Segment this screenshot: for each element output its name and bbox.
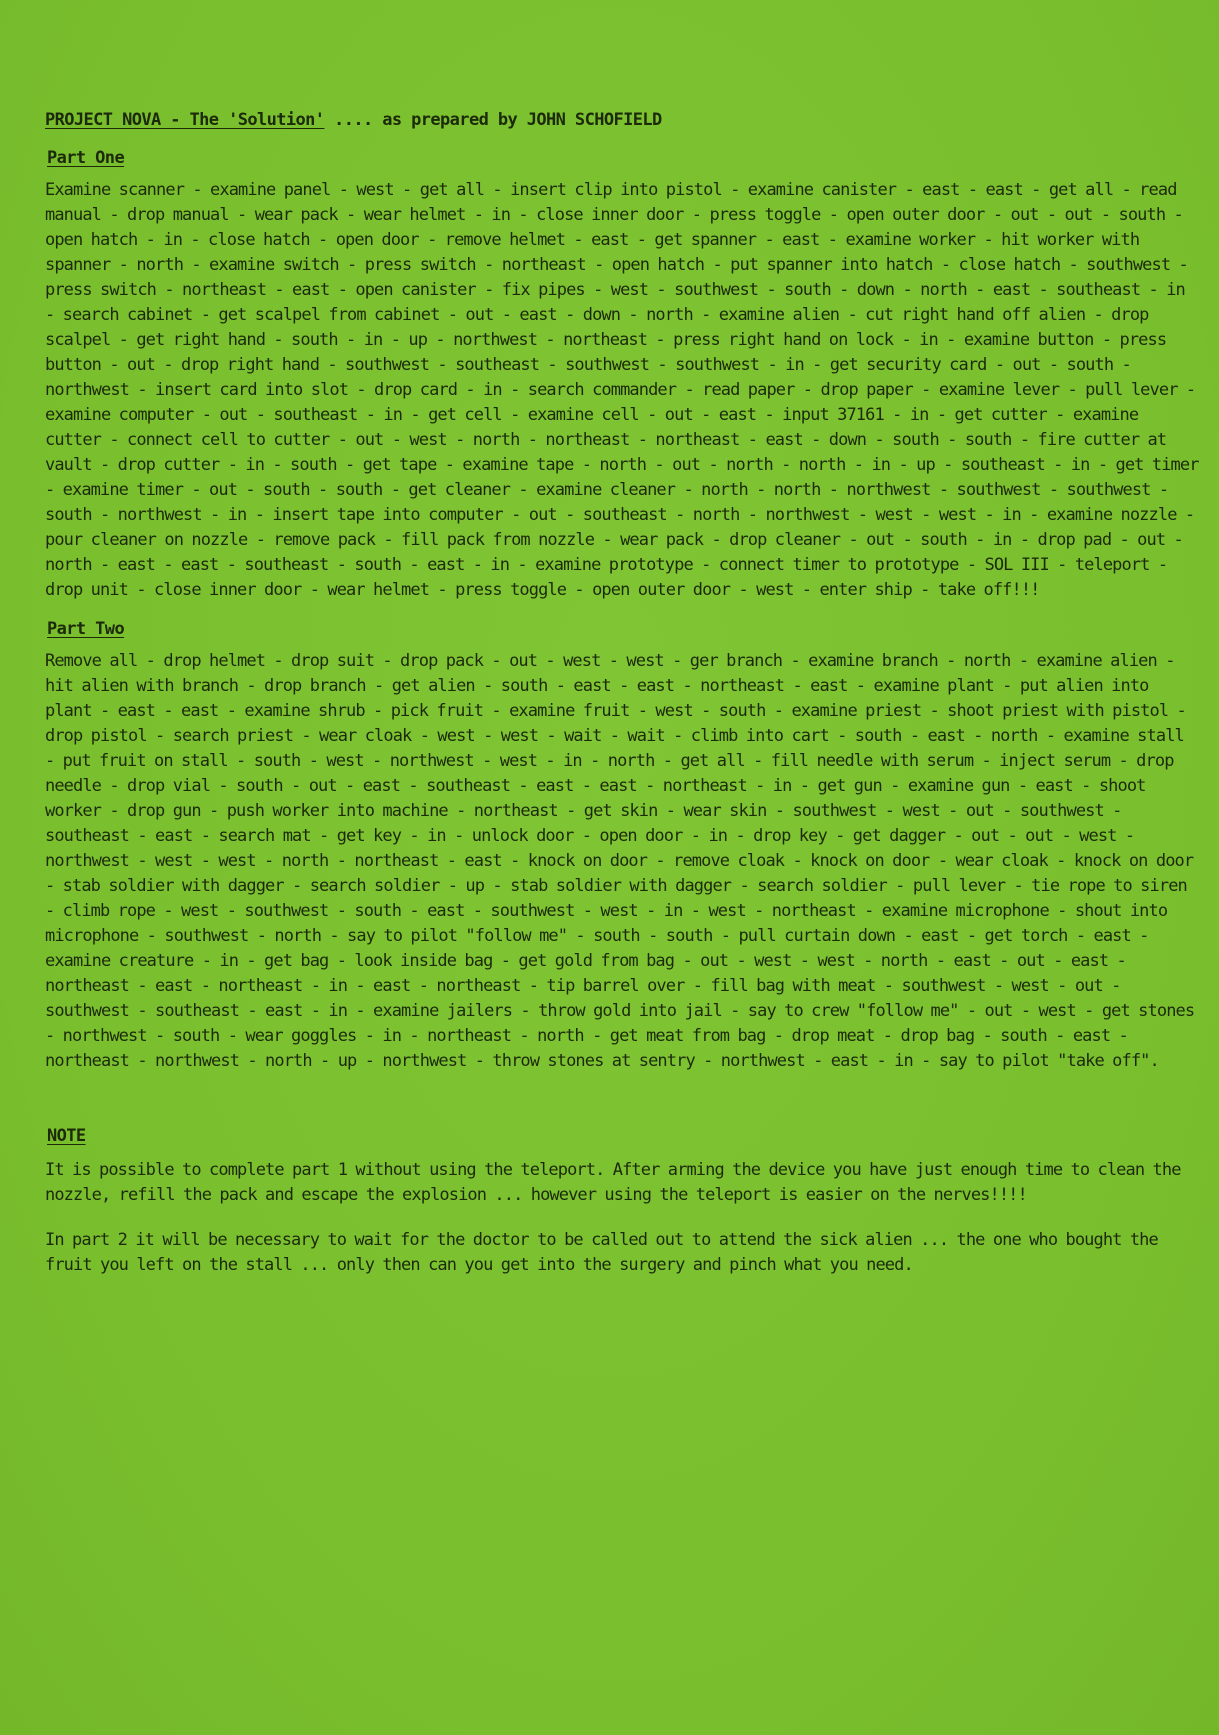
- title-byline: .... as prepared by JOHN SCHOFIELD: [324, 110, 662, 130]
- part-two-text: Remove all - drop helmet - drop suit - drop pack - out - west - west - ger branch - examine branch - north - examine alien - hit alien with branch - drop branch - get alien - south - east - east - northeast - east - examine plant - put alien into plant - east - east - examine shrub - pick fruit - examine fruit - west - south - examine priest - shoot priest with pistol - drop pistol - search priest - wear cloak - west - west - wait - wait - climb into cart - south - east - north - examine stall - put fruit on stall - south - west - northwest - west - in - north - get all - fill needle with serum - inject serum - drop needle - drop vial - south - out - east - southeast - east - east - northeast - in - get gun - examine gun - east - shoot worker - drop gun - push worker into machine - northeast - get skin - wear skin - southwest - west - out - southwest - southeast - east - search mat - get key - in - unlock door - open door - in - drop key - get dagger - out - out - west - northwest - west - west - north - northeast - east - knock on door - remove cloak - knock on door - wear cloak - knock on door - stab soldier with dagger - search soldier - up - stab soldier with dagger - search soldier - pull lever - tie rope to siren - climb rope - west - southwest - south - east - southwest - west - in - west - northeast - examine microphone - shout into microphone - southwest - north - say to pilot "follow me" - south - south - pull curtain down - east - get torch - east - examine creature - in - get bag - look inside bag - get gold from bag - out - west - west - north - east - out - east - northeast - east - northeast - in - east - northeast - tip barrel over - fill bag with meat - southwest - west - out - southwest - southeast - east - in - examine jailers - throw gold into jail - say to crew "follow me" - out - west - get stones - northwest - south - wear goggles - in - northeast - north - get meat from bag - drop meat - drop bag - south - east - northeast - northwest - north - up - northwest - throw stones at sentry - northwest - east - in - say to pilot "take off".: [45, 651, 1195, 1071]
- part-one-heading: Part One: [47, 148, 125, 168]
- note-paragraph-1: It is possible to complete part 1 without using the teleport. After arming the device you have just enough time to clean the nozzle, refill the pack and escape the explosion ... however using the teleport is easier on the nerves!!!!: [45, 1160, 1181, 1205]
- document-title: [45, 110, 1200, 130]
- part-two-heading: Part Two: [47, 619, 125, 639]
- note-heading: NOTE: [47, 1126, 86, 1146]
- title-main: PROJECT NOVA - The 'Solution': [45, 110, 325, 130]
- document-content: [45, 110, 1200, 1278]
- part-one-text: Examine scanner - examine panel - west - get all - insert clip into pistol - examine canister - east - east - get all - read manual - drop manual - wear pack - wear helmet - in - close inner door - press toggle - open outer door - out - out - south - open hatch - in - close hatch - open door - remove helmet - east - get spanner - east - examine worker - hit worker with spanner - north - examine switch - press switch - northeast - open hatch - put spanner into hatch - close hatch - southwest - press switch - northeast - east - open canister - fix pipes - west - southwest - south - down - north - east - southeast - in - search cabinet - get scalpel from cabinet - out - east - down - north - examine alien - cut right hand off alien - drop scalpel - get right hand - south - in - up - northwest - northeast - press right hand on lock - in - examine button - press button - out - drop right hand - southwest - southeast - southwest - southwest - in - get security card - out - south - northwest - insert card into slot - drop card - in - search commander - read paper - drop paper - examine lever - pull lever - examine computer - out - southeast - in - get cell - examine cell - out - east - input 37161 - in - get cutter - examine cutter - connect cell to cutter - out - west - north - northeast - northeast - east - down - south - south - fire cutter at vault - drop cutter - in - south - get tape - examine tape - north - out - north - north - in - up - southeast - in - get timer - examine timer - out - south - south - get cleaner - examine cleaner - north - north - northwest - southwest - southwest - south - northwest - in - insert tape into computer - out - southeast - north - northwest - west - west - in - examine nozzle - pour cleaner on nozzle - remove pack - fill pack from nozzle - wear pack - drop cleaner - out - south - in - drop pad - out - north - east - east - southeast - south - east - in - examine prototype - connect timer to prototype - SOL III - teleport - drop unit - close inner door - wear helmet - press toggle - open outer door - west - enter ship - take off!!!: [45, 180, 1199, 600]
- note-paragraph-2: In part 2 it will be necessary to wait for the doctor to be called out to attend the sick alien ... the one who bought the fruit you left on the stall ... only then can you get into the surgery and pinch what you need.: [45, 1230, 1158, 1275]
